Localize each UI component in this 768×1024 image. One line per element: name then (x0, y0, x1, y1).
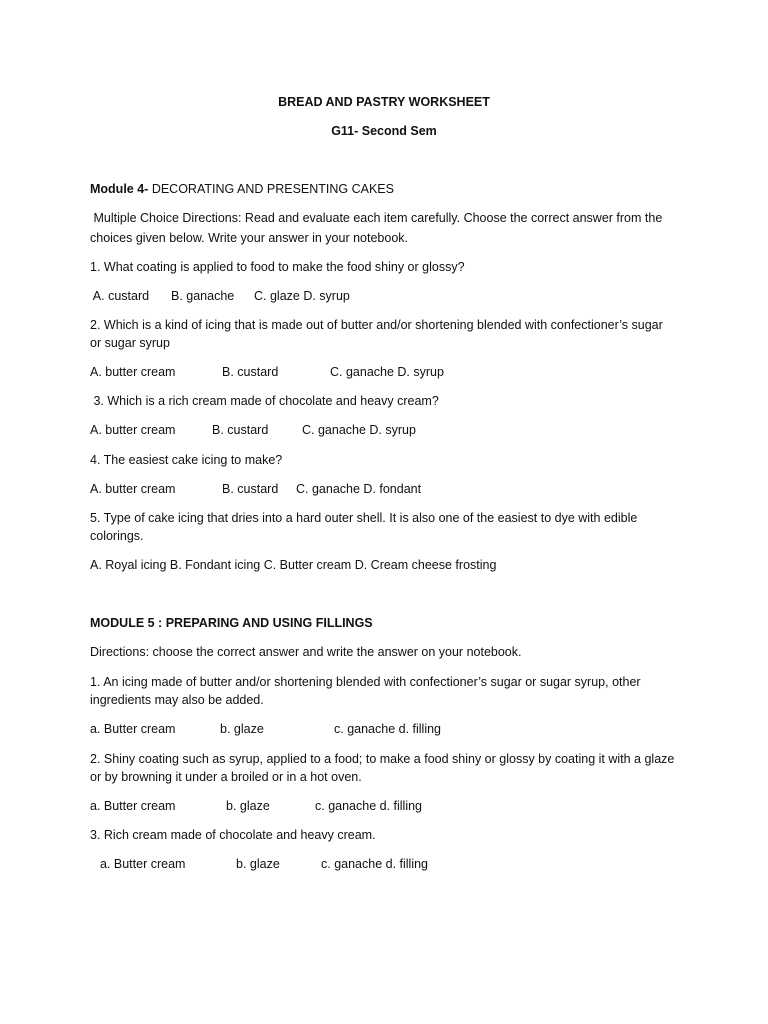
m5-question-1-line2: ingredients may also be added. (90, 693, 264, 707)
m4-q3-option-a: A. butter cream (90, 423, 176, 437)
module4-label: Module 4- (90, 182, 149, 196)
m4-question-2-line2: or sugar syrup (90, 336, 170, 350)
m4-question-4: 4. The easiest cake icing to make? (90, 453, 283, 467)
m5-q2-option-b: b. glaze (226, 799, 270, 813)
m5-q3-option-b: b. glaze (236, 857, 280, 871)
m5-question-2-line2: or by browning it under a broiled or in a hot oven. (90, 770, 362, 784)
m4-q1-option-a: A. custard (90, 289, 150, 303)
m5-q1-option-cd: c. ganache d. filling (334, 722, 442, 736)
m4-q4-option-a: A. butter cream (90, 482, 176, 496)
m4-question-3: 3. Which is a rich cream made of chocolate and heavy cream? (90, 394, 439, 408)
module4-directions-line2: choices given below. Write your answer in your notebook. (90, 231, 408, 245)
m4-question-5-line1: 5. Type of cake icing that dries into a hard outer shell. It is also one of the easiest to dye with edible (90, 511, 638, 525)
m4-q3-option-b: B. custard (212, 423, 269, 437)
m4-question-2-line1: 2. Which is a kind of icing that is made out of butter and/or shortening blended with confectioner’s sugar (90, 318, 663, 332)
m5-q3-option-cd: c. ganache d. filling (321, 857, 429, 871)
m4-q5-options: A. Royal icing B. Fondant icing C. Butter cream D. Cream cheese frosting (90, 558, 497, 572)
m4-q4-option-cd: C. ganache D. fondant (296, 482, 422, 496)
m5-q3-option-a: a. Butter cream (100, 857, 186, 871)
m4-q1-option-b: B. ganache (171, 289, 235, 303)
m5-q2-option-cd: c. ganache d. filling (315, 799, 423, 813)
m5-q1-option-b: b. glaze (220, 722, 264, 736)
page-title: BREAD AND PASTRY WORKSHEET (278, 95, 490, 109)
m5-question-3: 3. Rich cream made of chocolate and heavy cream. (90, 828, 376, 842)
module4-title: DECORATING AND PRESENTING CAKES (148, 182, 394, 196)
m4-q2-option-cd: C. ganache D. syrup (330, 365, 444, 379)
m4-q2-option-b: B. custard (222, 365, 279, 379)
m5-q1-option-a: a. Butter cream (90, 722, 176, 736)
module5-heading: MODULE 5 : PREPARING AND USING FILLINGS (90, 616, 373, 630)
m4-question-1: 1. What coating is applied to food to make the food shiny or glossy? (90, 260, 465, 274)
m4-question-5-line2: colorings. (90, 529, 144, 543)
m5-question-1-line1: 1. An icing made of butter and/or shortening blended with confectioner’s sugar or sugar syrup, other (90, 675, 641, 689)
m5-q2-option-a: a. Butter cream (90, 799, 176, 813)
module5-directions: Directions: choose the correct answer and write the answer on your notebook. (90, 645, 522, 659)
m4-q4-option-b: B. custard (222, 482, 279, 496)
module4-directions-line1: Multiple Choice Directions: Read and evaluate each item carefully. Choose the correct answer from the (90, 211, 663, 225)
m4-q1-option-cd: C. glaze D. syrup (254, 289, 350, 303)
m4-q2-option-a: A. butter cream (90, 365, 176, 379)
m4-q3-option-cd: C. ganache D. syrup (302, 423, 416, 437)
m5-question-2-line1: 2. Shiny coating such as syrup, applied to a food; to make a food shiny or glossy by coating it with a glaze (90, 752, 675, 766)
module4-heading (90, 180, 394, 198)
page-subtitle: G11- Second Sem (331, 124, 437, 138)
